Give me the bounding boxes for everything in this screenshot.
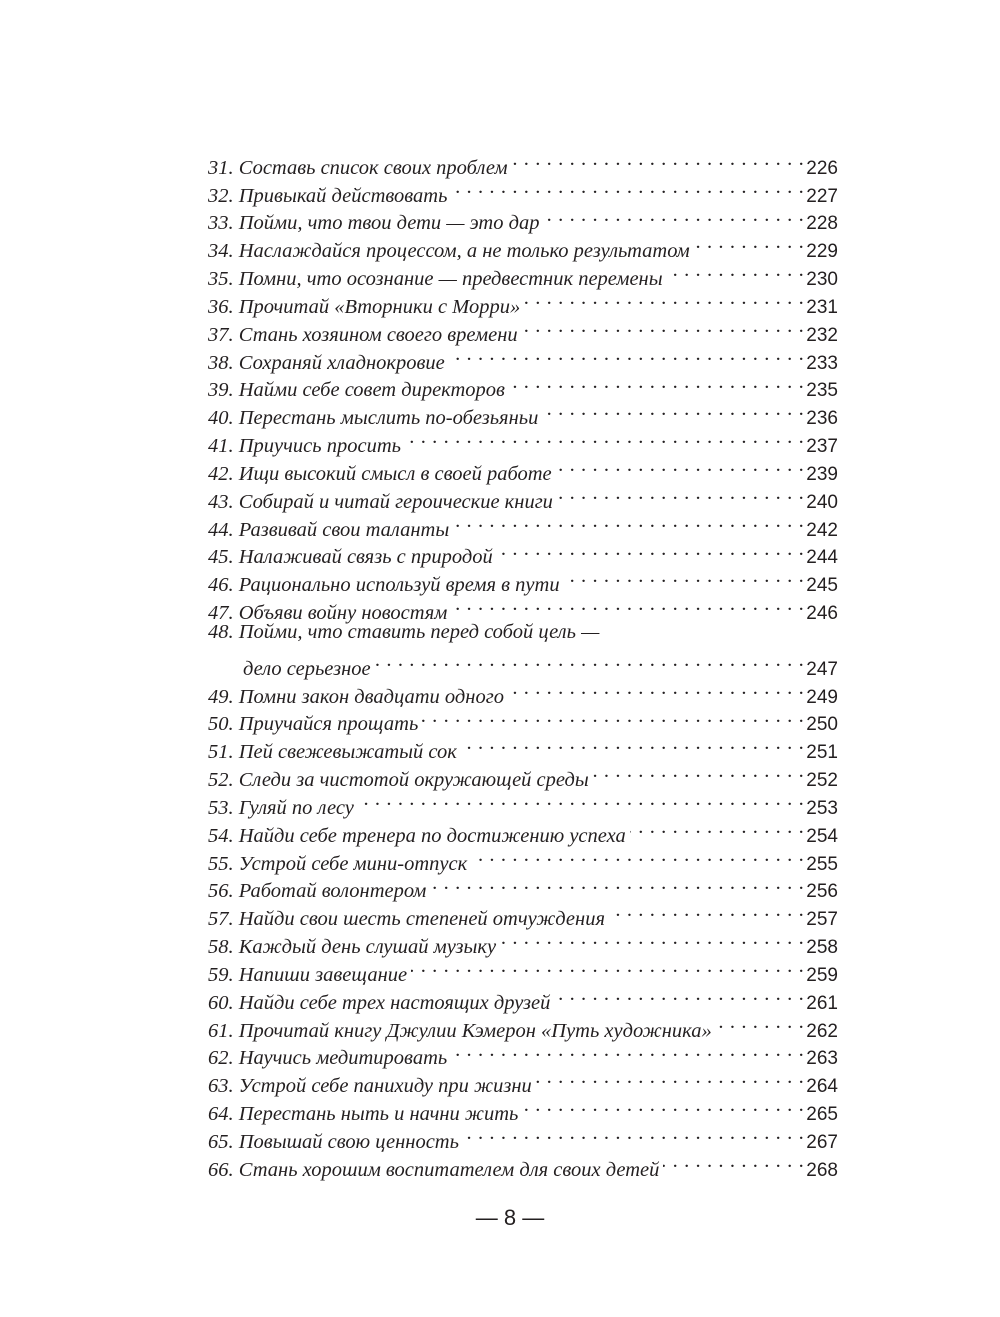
dot-leader <box>630 814 805 842</box>
entry-title: Составь список своих проблем <box>238 156 508 179</box>
dot-leader <box>375 647 805 675</box>
entry-title: Помни закон двадцати одного <box>238 685 504 708</box>
entry-number: 50. <box>208 713 234 736</box>
entry-title: Устрой себе панихиду при жизни <box>238 1075 532 1098</box>
entry-page: 230 <box>806 269 838 291</box>
entry-title: Пойми, что ставить перед собой цель — <box>238 621 600 644</box>
entry-title: Приучайся прощать <box>238 713 419 736</box>
dot-leader <box>556 452 805 480</box>
entry-title-continuation: дело серьезное <box>243 657 371 680</box>
dot-leader <box>449 341 805 369</box>
entry-page: 256 <box>806 881 838 903</box>
dot-leader <box>524 285 804 313</box>
toc-entry-continuation[interactable] <box>208 647 838 680</box>
entry-page: 239 <box>806 463 838 485</box>
entry-title: Прочитай книгу Джулии Кэмерон «Путь художника» <box>238 1019 712 1042</box>
entry-number: 49. <box>208 685 234 708</box>
entry-title: Стань хозяином своего времени <box>238 323 518 346</box>
entry-page: 250 <box>806 714 838 736</box>
entry-number: 39. <box>208 379 234 402</box>
entry-number: 43. <box>208 490 234 513</box>
entry-title: Найди свои шесть степеней отчуждения <box>238 908 605 931</box>
dot-leader <box>358 786 804 814</box>
dot-leader <box>512 146 805 174</box>
entry-number: 32. <box>208 184 234 207</box>
dot-leader <box>411 953 804 981</box>
entry-number: 44. <box>208 518 234 541</box>
dot-leader <box>593 758 805 786</box>
entry-page: 251 <box>806 742 838 764</box>
entry-page: 252 <box>806 770 838 792</box>
entry-page: 237 <box>806 436 838 458</box>
dot-leader <box>536 1064 805 1092</box>
entry-page: 268 <box>806 1159 838 1181</box>
dot-leader <box>405 424 804 452</box>
entry-title: Пойми, что твои дети — это дар <box>238 212 540 235</box>
dot-leader <box>542 396 804 424</box>
entry-number: 38. <box>208 351 234 374</box>
entry-page: 263 <box>806 1048 838 1070</box>
dot-leader <box>694 229 805 257</box>
entry-page: 257 <box>806 909 838 931</box>
entry-page: 233 <box>806 352 838 374</box>
entry-title: Найми себе совет директоров <box>238 379 505 402</box>
entry-page: 240 <box>806 491 838 513</box>
entry-number: 51. <box>208 741 234 764</box>
dot-leader <box>522 313 805 341</box>
entry-page: 261 <box>806 992 838 1014</box>
dot-leader <box>500 925 804 953</box>
entry-number: 33. <box>208 212 234 235</box>
dot-leader <box>451 591 804 619</box>
entry-page: 259 <box>806 964 838 986</box>
entry-number: 62. <box>208 1047 234 1070</box>
entry-number: 46. <box>208 574 234 597</box>
entry-number: 66. <box>208 1158 234 1181</box>
entry-number: 61. <box>208 1019 234 1042</box>
entry-title: Гуляй по лесу <box>238 796 354 819</box>
entry-number: 36. <box>208 295 234 318</box>
dot-leader <box>522 1092 804 1120</box>
entry-title: Развивай свои таланты <box>238 518 450 541</box>
entry-title: Напиши завещание <box>238 963 408 986</box>
entry-title: Приучись просить <box>238 435 401 458</box>
dot-leader <box>508 675 804 703</box>
entry-title: Пей свежевыжатый сок <box>238 741 457 764</box>
entry-page: 246 <box>806 603 838 625</box>
entry-page: 235 <box>806 380 838 402</box>
entry-number: 55. <box>208 852 234 875</box>
entry-number: 54. <box>208 824 234 847</box>
entry-title: Устрой себе мини-отпуск <box>238 852 468 875</box>
dot-leader <box>564 563 805 591</box>
entry-title: Сохраняй хладнокровие <box>238 351 445 374</box>
entry-page: 265 <box>806 1103 838 1125</box>
page-number: — 8 — <box>475 1205 545 1230</box>
entry-title: Объяви войну новостям <box>238 602 448 625</box>
entry-title: Рационально используй время в пути <box>238 574 560 597</box>
dot-leader <box>451 174 804 202</box>
entry-number: 58. <box>208 936 234 959</box>
dot-leader <box>509 369 804 397</box>
entry-page: 254 <box>806 825 838 847</box>
entry-number: 40. <box>208 407 234 430</box>
entry-number: 64. <box>208 1102 234 1125</box>
entry-page: 227 <box>806 185 838 207</box>
entry-title: Наслаждайся процессом, а не только результатом <box>238 240 690 263</box>
entry-number: 41. <box>208 435 234 458</box>
dot-leader <box>497 536 805 564</box>
entry-page: 229 <box>806 241 838 263</box>
entry-page: 244 <box>806 547 838 569</box>
entry-title: Помни, что осознание — предвестник перемены <box>238 268 663 291</box>
entry-number: 52. <box>208 769 234 792</box>
entry-title: Прочитай «Вторники с Морри» <box>238 295 521 318</box>
dot-leader <box>463 1120 804 1148</box>
entry-title: Работай волонтером <box>238 880 427 903</box>
entry-number: 35. <box>208 268 234 291</box>
entry-title: Научись медитировать <box>238 1047 448 1070</box>
dot-leader <box>471 842 804 870</box>
entry-number: 65. <box>208 1130 234 1153</box>
entry-number: 47. <box>208 602 234 625</box>
entry-number: 37. <box>208 323 234 346</box>
dot-leader <box>663 1148 804 1176</box>
dot-leader <box>430 870 804 898</box>
dot-leader <box>543 202 804 230</box>
entry-number: 45. <box>208 546 234 569</box>
dot-leader <box>451 1037 804 1065</box>
entry-page: 236 <box>806 408 838 430</box>
entry-number: 56. <box>208 880 234 903</box>
entry-number: 63. <box>208 1075 234 1098</box>
entry-page: 247 <box>806 658 838 680</box>
entry-title: Ищи высокий смысл в своей работе <box>238 462 552 485</box>
entry-title: Найди себе тренера по достижению успеха <box>238 824 626 847</box>
entry-page: 255 <box>806 853 838 875</box>
entry-number: 34. <box>208 240 234 263</box>
entry-page: 245 <box>806 575 838 597</box>
entry-page: 232 <box>806 324 838 346</box>
entry-number: 57. <box>208 908 234 931</box>
dot-leader <box>609 897 804 925</box>
dot-leader <box>422 703 804 731</box>
entry-title: Стань хорошим воспитателем для своих детей <box>238 1158 660 1181</box>
dot-leader <box>557 480 804 508</box>
dot-leader <box>461 730 804 758</box>
entry-title: Повышай свою ценность <box>238 1130 459 1153</box>
dot-leader <box>716 1009 805 1037</box>
entry-number: 48. <box>208 621 234 644</box>
entry-page: 231 <box>806 296 838 318</box>
entry-page: 267 <box>806 1131 838 1153</box>
entry-page: 228 <box>806 213 838 235</box>
entry-title: Перестань ныть и начни жить <box>238 1102 519 1125</box>
entry-title: Налаживай связь с природой <box>238 546 493 569</box>
entry-page: 262 <box>806 1020 838 1042</box>
entry-title: Собирай и читай героические книги <box>238 490 553 513</box>
entry-title: Привыкай действовать <box>238 184 448 207</box>
entry-number: 42. <box>208 462 234 485</box>
entry-number: 59. <box>208 963 234 986</box>
entry-page: 264 <box>806 1076 838 1098</box>
dot-leader <box>453 508 804 536</box>
entry-title: Перестань мыслить по-обезьяньи <box>238 407 539 430</box>
entry-page: 253 <box>806 797 838 819</box>
entry-page: 258 <box>806 937 838 959</box>
entry-page: 249 <box>806 686 838 708</box>
dot-leader <box>554 981 804 1009</box>
toc-entry[interactable] <box>208 619 838 647</box>
entry-number: 60. <box>208 991 234 1014</box>
entry-page: 242 <box>806 519 838 541</box>
entry-page: 226 <box>806 157 838 179</box>
entry-title: Каждый день слушай музыку <box>238 936 497 959</box>
entry-number: 53. <box>208 796 234 819</box>
dot-leader <box>667 257 805 285</box>
entry-title: Найди себе трех настоящих друзей <box>238 991 551 1014</box>
entry-title: Следи за чистотой окружающей среды <box>238 769 589 792</box>
toc-entry[interactable] <box>208 146 838 179</box>
table-of-contents <box>208 146 838 1181</box>
entry-number: 31. <box>208 156 234 179</box>
